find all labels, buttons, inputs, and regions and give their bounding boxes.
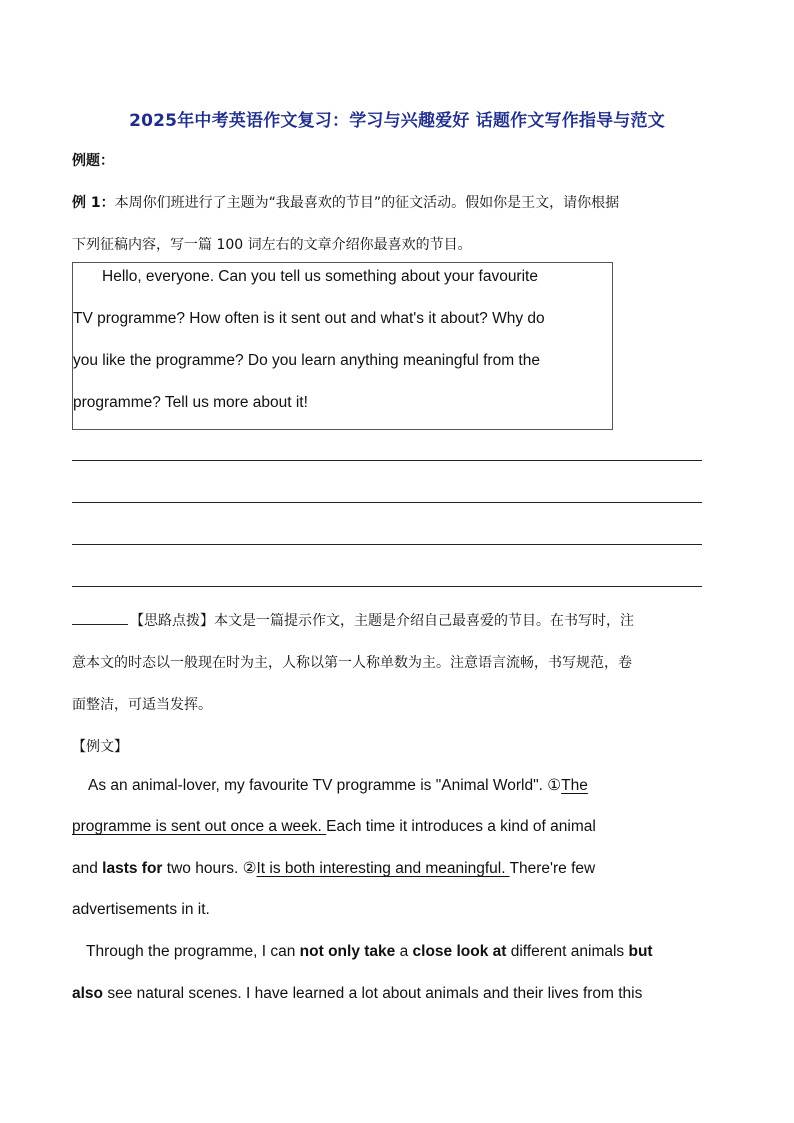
model-heading: 【例文】 — [72, 739, 128, 755]
writing-line[interactable] — [72, 460, 702, 461]
key-phrase: lasts for — [102, 860, 163, 877]
essay-text: a — [395, 943, 413, 960]
essay-line-2 — [72, 818, 596, 836]
essay-line-1 — [88, 776, 588, 795]
writing-line[interactable] — [72, 544, 702, 545]
key-phrase: also — [72, 985, 104, 1002]
prompt-line-1: Hello, everyone. Can you tell us something about your favourite — [102, 268, 538, 285]
task-line-2: 下列征稿内容，写一篇 100 词左右的文章介绍你最喜欢的节目。 — [72, 237, 472, 253]
essay-text: and — [72, 860, 103, 877]
writing-line[interactable] — [72, 502, 702, 503]
essay-text: two hours. ② — [162, 860, 257, 877]
prompt-line-4: programme? Tell us more about it! — [73, 394, 308, 411]
analysis-text-1: 本文是一篇提示作文，主题是介绍自己最喜爱的节目。在书写时，注 — [214, 613, 634, 629]
answer-blank[interactable] — [72, 610, 128, 625]
underlined-sentence: programme is sent out once a week. — [72, 818, 327, 835]
page-title: 2025年中考英语作文复习：学习与兴趣爱好 话题作文写作指导与范文 — [129, 111, 665, 131]
essay-line-3 — [72, 859, 595, 878]
analysis-line-2: 意本文的时态以一般现在时为主，人称以第一人称单数为主。注意语言流畅，书写规范，卷 — [72, 655, 632, 671]
essay-text: As an animal-lover, my favourite TV programme is "Animal World". ① — [88, 777, 562, 794]
analysis-line-3: 面整洁，可适当发挥。 — [72, 697, 212, 713]
key-phrase: not only take — [299, 943, 396, 960]
task-line-1 — [72, 192, 619, 212]
essay-line-4: advertisements in it. — [72, 901, 210, 918]
underlined-sentence: The — [561, 777, 588, 794]
essay-text: Each time it introduces a kind of animal — [326, 818, 596, 835]
essay-text: see natural scenes. I have learned a lot about animals and their lives from this — [103, 985, 643, 1002]
key-phrase: close look at — [412, 943, 507, 960]
analysis-label: 【思路点拨】 — [130, 613, 214, 629]
task-text-1: 本周你们班进行了主题为“我最喜欢的节目”的征文活动。假如你是王文，请你根据 — [114, 195, 620, 211]
essay-text: Through the programme, I can — [86, 943, 300, 960]
prompt-line-2: TV programme? How often is it sent out and what's it about? Why do — [73, 310, 545, 327]
prompt-box — [72, 262, 613, 430]
essay-line-6 — [72, 985, 642, 1003]
essay-line-5 — [86, 943, 653, 961]
task-label: 例 1： — [72, 195, 115, 211]
writing-line[interactable] — [72, 586, 702, 587]
analysis-line-1 — [72, 610, 634, 630]
essay-text: different animals — [506, 943, 629, 960]
prompt-line-3: you like the programme? Do you learn anything meaningful from the — [73, 352, 540, 369]
underlined-sentence: It is both interesting and meaningful. — [256, 860, 510, 877]
key-phrase: but — [628, 943, 653, 960]
essay-text: There're few — [509, 860, 596, 877]
example-heading: 例题： — [72, 153, 114, 169]
